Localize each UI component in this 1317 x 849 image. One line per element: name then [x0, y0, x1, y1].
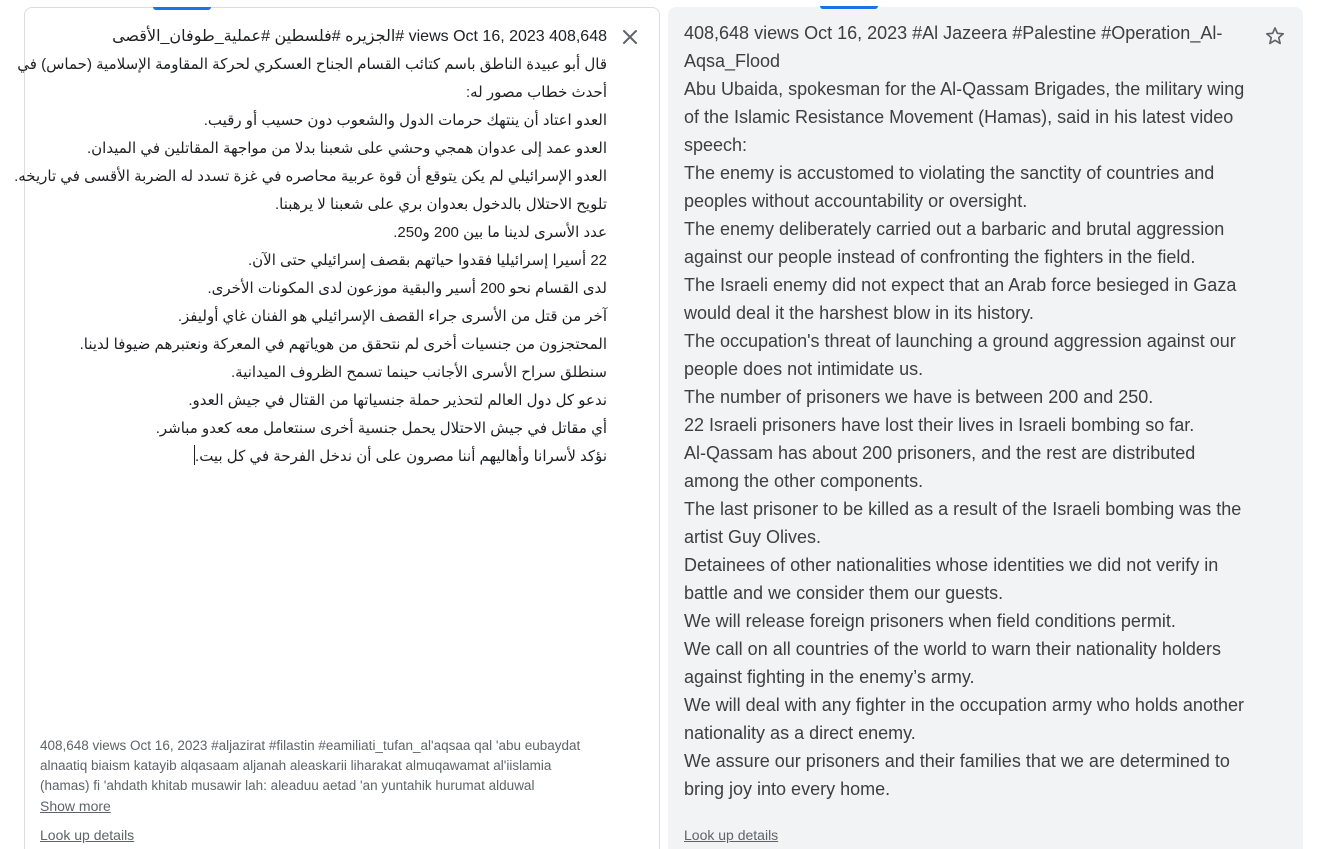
translation-line: 22 Israeli prisoners have lost their lives in Israeli bombing so far.	[684, 415, 1195, 435]
translation-line: bring joy into every home.	[684, 779, 891, 799]
translation-line: We call on all countries of the world to warn their nationality holders	[684, 639, 1221, 659]
translation-line: would deal it the harshest blow in its history.	[684, 303, 1034, 323]
transliteration-line: 408,648 views Oct 16, 2023 #aljazirat #filastin #eamiliati_tufan_al'aqsaa qal 'abu eubaydat	[40, 738, 581, 753]
translation-output	[684, 19, 1259, 803]
source-look-up-details-link[interactable]: Look up details	[40, 827, 135, 843]
source-line: المحتجزون من جنسيات أخرى لم نتحقق من هوياتهم في المعركة ونعتبرهم ضيوفا لدينا.	[79, 336, 607, 353]
translation-line: against fighting in the enemy’s army.	[684, 667, 975, 687]
transliteration-line: alnaatiq biaism katayib alqasaam aljanah aleaskarii liharakat almuqawamat al'iislamia	[40, 758, 552, 773]
translation-line: The last prisoner to be killed as a result of the Israeli bombing was the	[684, 499, 1242, 519]
translation-line: The occupation's threat of launching a ground aggression against our	[684, 331, 1236, 351]
source-line: لدى القسام نحو 200 أسير والبقية موزعون لدى المكونات الأخرى.	[207, 280, 607, 297]
translation-line: nationality as a direct enemy.	[684, 723, 916, 743]
source-line: أحدث خطاب مصور له:	[465, 84, 607, 101]
source-text-input[interactable]	[14, 23, 607, 483]
translation-line: Abu Ubaida, spokesman for the Al-Qassam Brigades, the military wing	[684, 79, 1245, 99]
source-line-last	[55, 443, 607, 471]
target-look-up-details-link[interactable]: Look up details	[684, 827, 779, 843]
source-line: العدو عمد إلى عدوان همجي وحشي على شعبنا بدلا من مواجهة المقاتلين في الميدان.	[87, 140, 607, 157]
translation-line: Aqsa_Flood	[684, 51, 781, 71]
source-tab-indicator	[153, 7, 211, 10]
source-line: آخر من قتل من الأسرى جراء القصف الإسرائيلي هو الفنان غاي أوليفز.	[177, 308, 607, 325]
translation-line: The enemy deliberately carried out a barbaric and brutal aggression	[684, 219, 1225, 239]
source-line: 22 أسيرا إسرائيليا فقدوا حياتهم بقصف إسرائيلي حتى الآن.	[247, 252, 607, 269]
translation-line: peoples without accountability or oversight.	[684, 191, 1028, 211]
source-line: قال أبو عبيدة الناطق باسم كتائب القسام الجناح العسكري لحركة المقاومة الإسلامية (حماس) في	[17, 56, 607, 73]
translation-line: The number of prisoners we have is between 200 and 250.	[684, 387, 1154, 407]
translation-line: of the Islamic Resistance Movement (Hamas), said in his latest video	[684, 107, 1234, 127]
translation-line: Al-Qassam has about 200 prisoners, and the rest are distributed	[684, 443, 1196, 463]
translation-panel	[668, 7, 1303, 849]
source-line: ندعو كل دول العالم لتحذير حملة جنسياتها من القتال في جيش العدو.	[188, 392, 607, 409]
translation-line: Detainees of other nationalities whose identities we did not verify in	[684, 555, 1219, 575]
clear-source-button[interactable]	[617, 24, 643, 50]
translation-line: 408,648 views Oct 16, 2023 #Al Jazeera #Palestine #Operation_Al-	[684, 23, 1223, 43]
source-line: تلويح الاحتلال بالدخول بعدوان بري على شعبنا لا يرهبنا.	[274, 196, 607, 213]
translation-line: We assure our prisoners and their families that we are determined to	[684, 751, 1230, 771]
translation-line: people does not intimidate us.	[684, 359, 924, 379]
translation-line: We will release foreign prisoners when field conditions permit.	[684, 611, 1176, 631]
source-line: العدو الإسرائيلي لم يكن يتوقع أن قوة عربية محاصره في غزة تسدد له الضربة الأقسى في تاريخه.	[14, 168, 607, 185]
source-panel	[14, 7, 660, 849]
source-line: 408,648 views Oct 16, 2023 #الجزيره #فلسطين #عملية_طوفان_الأقصى	[112, 28, 607, 45]
close-icon	[622, 29, 638, 45]
transliteration-line: (hamas) fi 'ahdath khitab musawir lah: aleaduu aetad 'an yuntahik hurumat alduwal	[40, 778, 535, 793]
translation-line: artist Guy Olives.	[684, 527, 822, 547]
source-line-text: نؤكد لأسرانا وأهاليهم أننا مصرون على أن ندخل الفرحة في كل بيت.	[195, 448, 607, 465]
source-line: أي مقاتل في جيش الاحتلال يحمل جنسية أخرى سنتعامل معه كعدو مباشر.	[155, 420, 607, 437]
translation-line: against our people instead of confronting the fighters in the field.	[684, 247, 1196, 267]
star-outline-icon	[1264, 25, 1286, 47]
source-line: سنطلق سراح الأسرى الأجانب حينما تسمح الظروف الميدانية.	[231, 364, 607, 381]
source-line: العدو اعتاد أن ينتهك حرمات الدول والشعوب دون حسيب أو رقيب.	[203, 112, 607, 129]
translation-line: battle and we consider them our guests.	[684, 583, 1004, 603]
save-translation-button[interactable]	[1261, 22, 1289, 50]
translation-line: speech:	[684, 135, 748, 155]
show-more-link[interactable]: Show more	[40, 798, 111, 814]
translation-line: The enemy is accustomed to violating the sanctity of countries and	[684, 163, 1215, 183]
translation-line: The Israeli enemy did not expect that an Arab force besieged in Gaza	[684, 275, 1237, 295]
target-tab-indicator	[820, 6, 878, 9]
source-line: عدد الأسرى لدينا ما بين 200 و250.	[393, 224, 607, 241]
translation-line: among the other components.	[684, 471, 924, 491]
source-transliteration	[40, 736, 620, 796]
translation-line: We will deal with any fighter in the occupation army who holds another	[684, 695, 1244, 715]
